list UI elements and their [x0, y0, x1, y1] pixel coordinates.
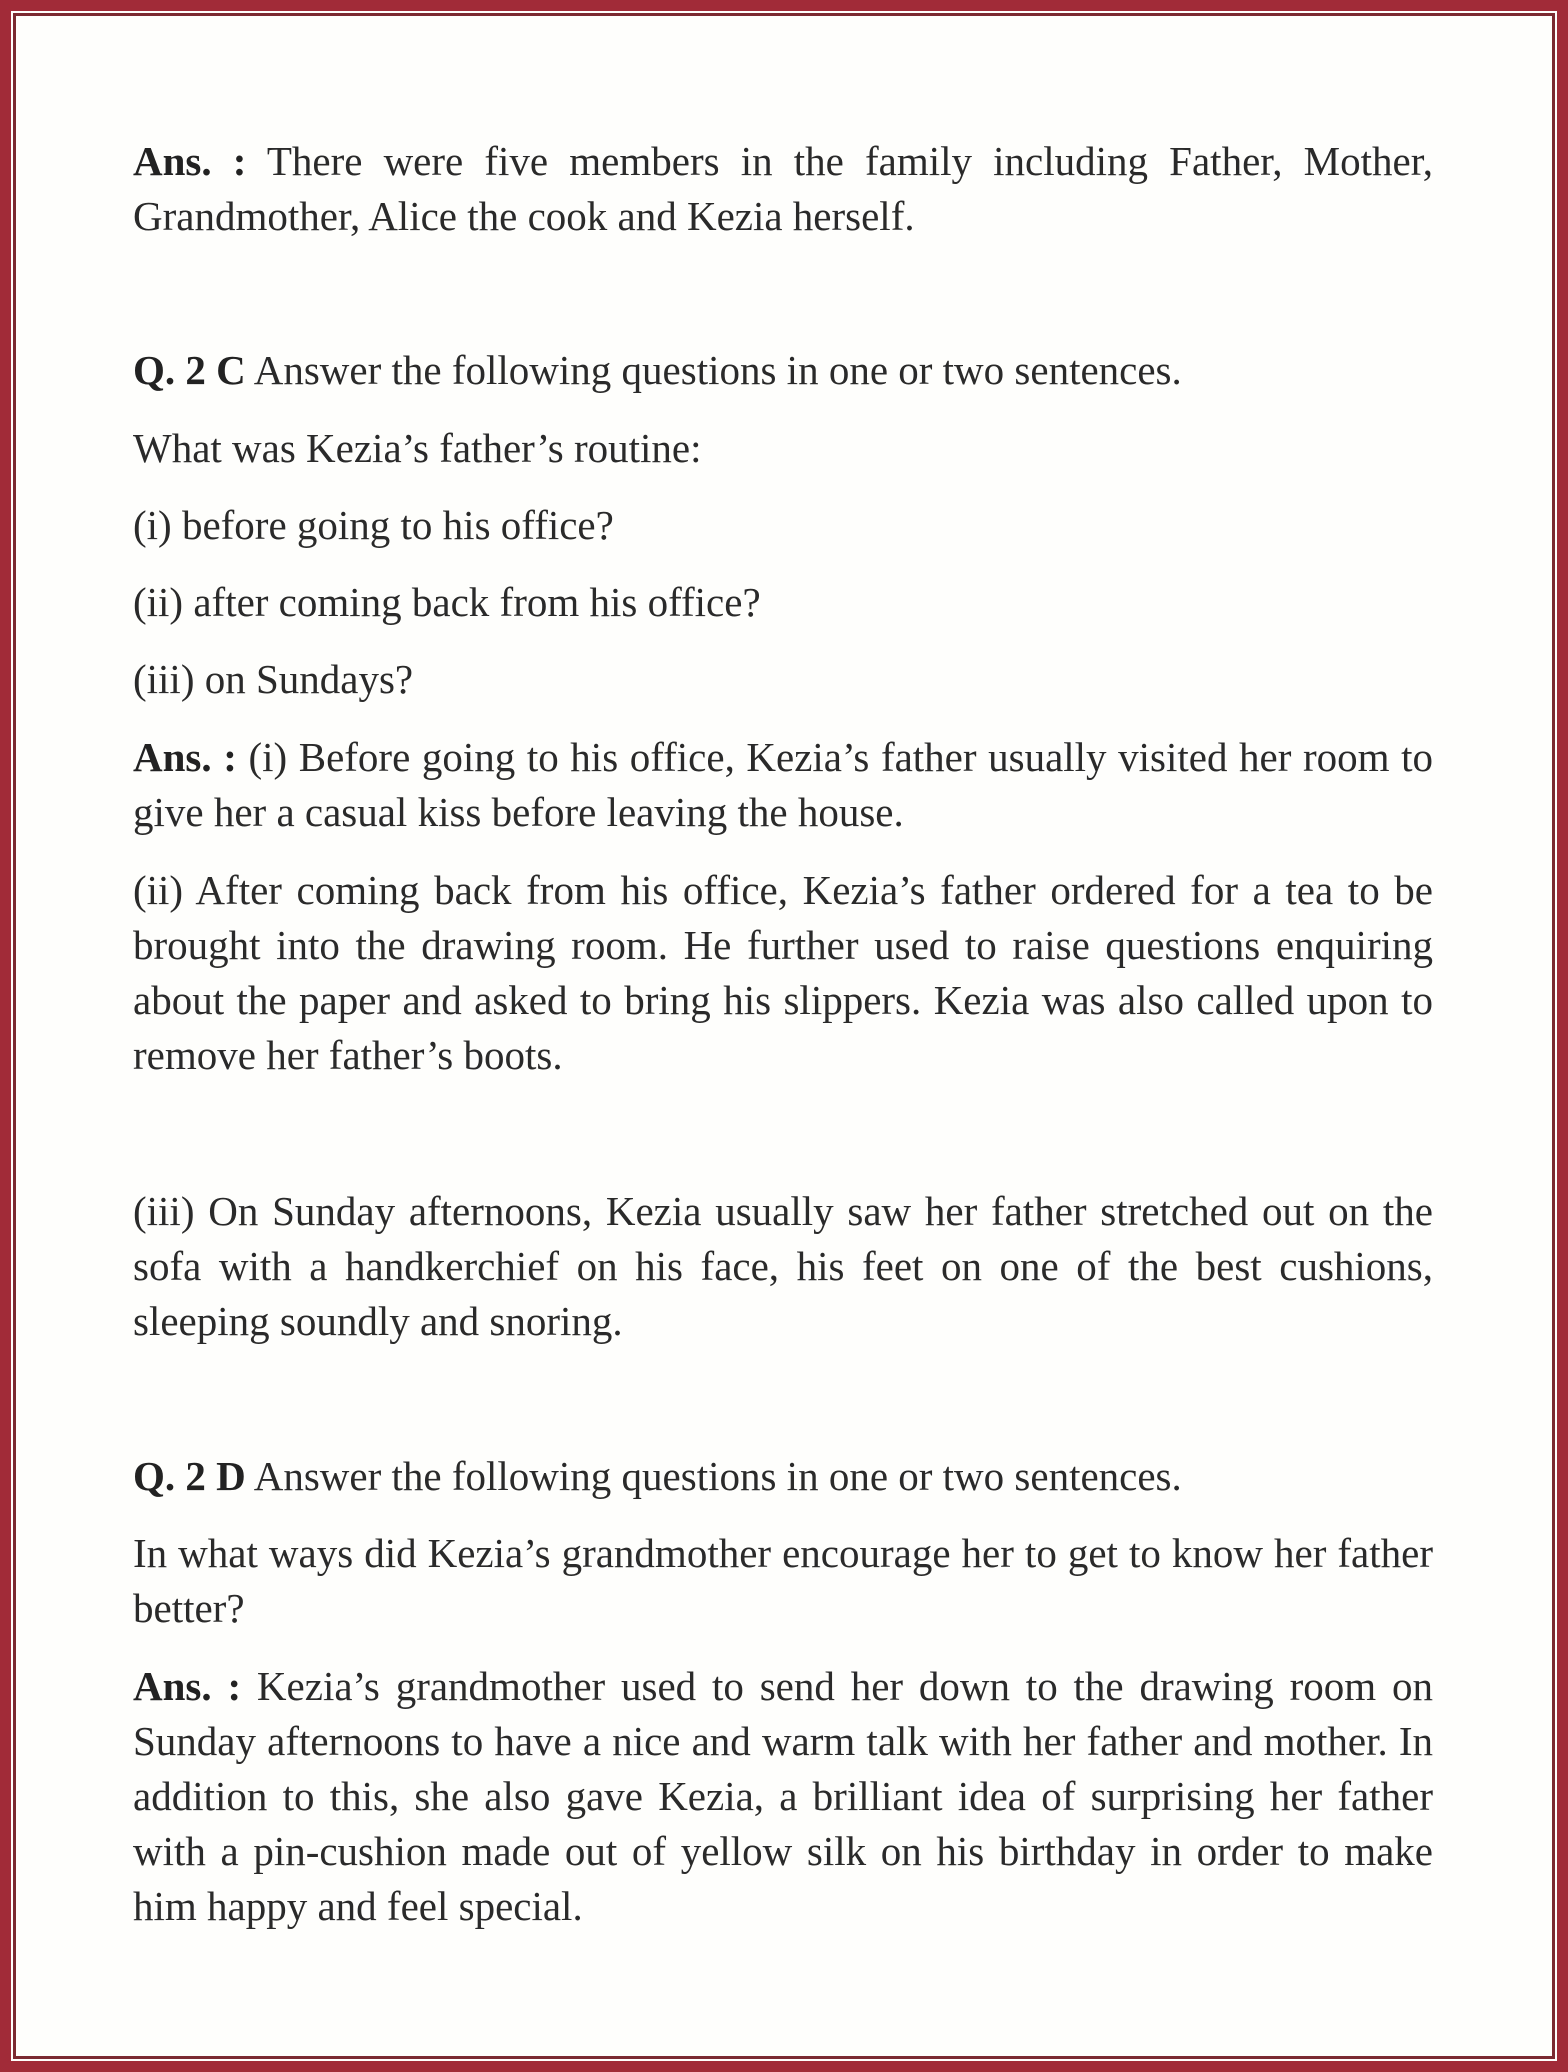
- question-label: Q. 2 D: [133, 1453, 246, 1499]
- question-2c-heading: [133, 343, 1433, 398]
- answer-2c-iii: (iii) On Sunday afternoons, Kezia usually saw her father stretched out on the sofa with a handkerchief on his face, his feet on one of the best cushions, sleeping soundly and snoring.: [133, 1188, 1433, 1344]
- question-2c-item-ii: (ii) after coming back from his office?: [133, 579, 761, 625]
- question-2d-heading: [133, 1449, 1433, 1504]
- question-label: Q. 2 C: [133, 347, 246, 393]
- question-2c-prompt: What was Kezia’s father’s routine:: [133, 425, 702, 471]
- question-2c-item-i: (i) before going to his office?: [133, 502, 614, 548]
- answer-label: Ans. :: [133, 734, 237, 780]
- answer-text: (i) Before going to his office, Kezia’s father usually visited her room to give her a casual kiss before leaving the house.: [133, 734, 1433, 835]
- answer-text: Kezia’s grandmother used to send her down to the drawing room on Sunday afternoons to have a nice and warm talk with her father and mother. In addition to this, she also gave Kezia, a brilliant idea of surprising her father with a pin-cushion made out of yellow silk on his birthday in order to make him happy and feel special.: [133, 1663, 1433, 1929]
- question-2c-item-iii: (iii) on Sundays?: [133, 656, 414, 702]
- answer-text: There were five members in the family including Father, Mother, Grandmother, Alice the cook and Kezia herself.: [133, 138, 1433, 239]
- answer-2c-i: [133, 730, 1433, 840]
- answer-2d: [133, 1659, 1433, 1934]
- answer-label: Ans. :: [133, 138, 247, 184]
- answer-family-members: [133, 134, 1433, 244]
- question-instruction: Answer the following questions in one or two sentences.: [245, 347, 1182, 393]
- answer-2c-ii: (ii) After coming back from his office, Kezia’s father ordered for a tea to be brought into the drawing room. He further used to raise questions enquiring about the paper and asked to bring his slippers. Kezia was also called upon to remove her father’s boots.: [133, 867, 1433, 1078]
- answer-label: Ans. :: [133, 1663, 242, 1709]
- question-2d-prompt: In what ways did Kezia’s grandmother encourage her to get to know her father better?: [133, 1530, 1433, 1631]
- question-instruction: Answer the following questions in one or two sentences.: [245, 1453, 1182, 1499]
